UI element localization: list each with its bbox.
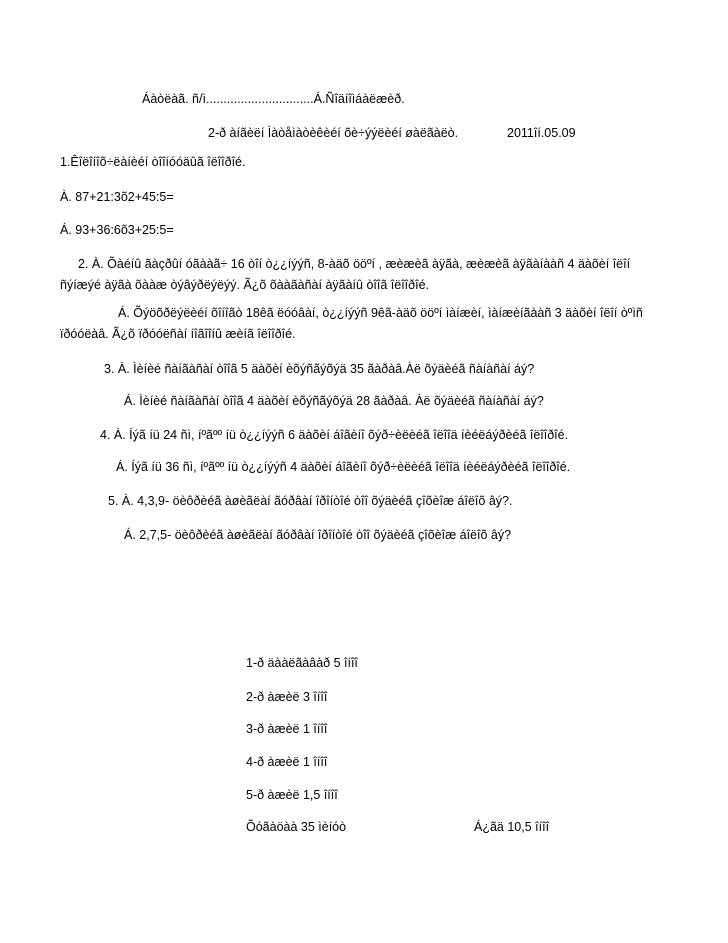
task2-a-line1: 2. À. Õàéíû ãàçðûí óãààã÷ 16 òîí ò¿¿íýýñ, 8-àäõ ööºí , æèæèã àÿãà, æèæèã àÿãàíààñ 4 äàõèí îëîí bbox=[78, 257, 631, 271]
header-name-line: Áàòëàã. ñ/ì...............................Á.Ñîäíîìáàëæèð. bbox=[142, 92, 405, 106]
task2-a-line2: ñýíæýé àÿãà õààæ òýâýðëýëýý. Ã¿õ õààãàñàí àÿãàíû òîîã îëîîðîé. bbox=[60, 278, 429, 292]
score-item-4: 4-ð àæèë 1 îíîî bbox=[246, 755, 328, 769]
score-item-1: 1-ð äààëãàâàð 5 îíîî bbox=[246, 656, 358, 670]
score-item-3: 3-ð àæèë 1 îíîî bbox=[246, 722, 328, 736]
header-variant: 2-ð àíãèëí Ìàòåìàòèêèéí õè÷ýýëèéí øàëãàëò. bbox=[208, 126, 459, 140]
task4-a: 4. À. Íýã íü 24 ñì, íºãºº íü ò¿¿íýýñ 6 äàõèí áîãèíî õýð÷èëèéã îëîîä íèéëáýðèéã îëîîðîé. bbox=[100, 428, 569, 442]
task5-a: 5. À. 4,3,9- öèôðèéã àøèãëàí ãóðâàí îðîíòîé òîî õýäèéã çîõèîæ áîëîõ âý?. bbox=[108, 494, 513, 508]
task3-b: Á. Ìèíèé ñàíãàñàí òîîã 4 äàõèí èõýñãýõýä 28 ãàðàâ. Àë õýäèéã ñàíàñàí áý? bbox=[124, 394, 544, 408]
task1-a: À. 87+21:3õ2+45:5= bbox=[60, 190, 174, 204]
task1-b: Á. 93+36:6õ3+25:5= bbox=[60, 223, 174, 237]
task2-b-line2: ïðóóëàâ. Ã¿õ ïðóóëñàí íîãîîíû æèíã îëîîðîé. bbox=[60, 327, 296, 341]
task2-b-line1: Á. Õýöõðëýëèéí õîíîãò 18êã ëóóâàí, ò¿¿íýýñ 9êã-àäõ ööºí ìàíæèí, ìàíæèíãààñ 3 äàõèí îëîí òºìñ bbox=[118, 306, 643, 320]
task1-heading: 1.Êîëîíîõ÷ëàíèéí òîîíóóäûã îëîîðîé. bbox=[60, 155, 246, 169]
total-time: Õóãàöàà 35 ìèíóò bbox=[246, 820, 347, 834]
total-score: Á¿ãä 10,5 îíîî bbox=[474, 820, 550, 834]
score-item-5: 5-ð àæèë 1,5 îíîî bbox=[246, 788, 338, 802]
task4-b: Á. Íýã íü 36 ñì, íºãºº íü ò¿¿íýýñ 4 äàõèí áîãèíî õýð÷èëèéã îëîîä íèéëáýðèéã îëîîðîé. bbox=[116, 460, 571, 474]
task5-b: Á. 2,7,5- öèôðèéã àøèãëàí ãóðâàí îðîíòîé òîî õýäèéã çîõèîæ áîëîõ âý? bbox=[124, 528, 512, 542]
header-date: 2011îí.05.09 bbox=[507, 126, 576, 140]
score-item-2: 2-ð àæèë 3 îíîî bbox=[246, 690, 328, 704]
task3-a: 3. À. Ìèíèé ñàíãàñàí òîîã 5 äàõèí èõýñãýõýä 35 ãàðàâ.Àë õýäèéã ñàíàñàí áý? bbox=[104, 362, 535, 376]
